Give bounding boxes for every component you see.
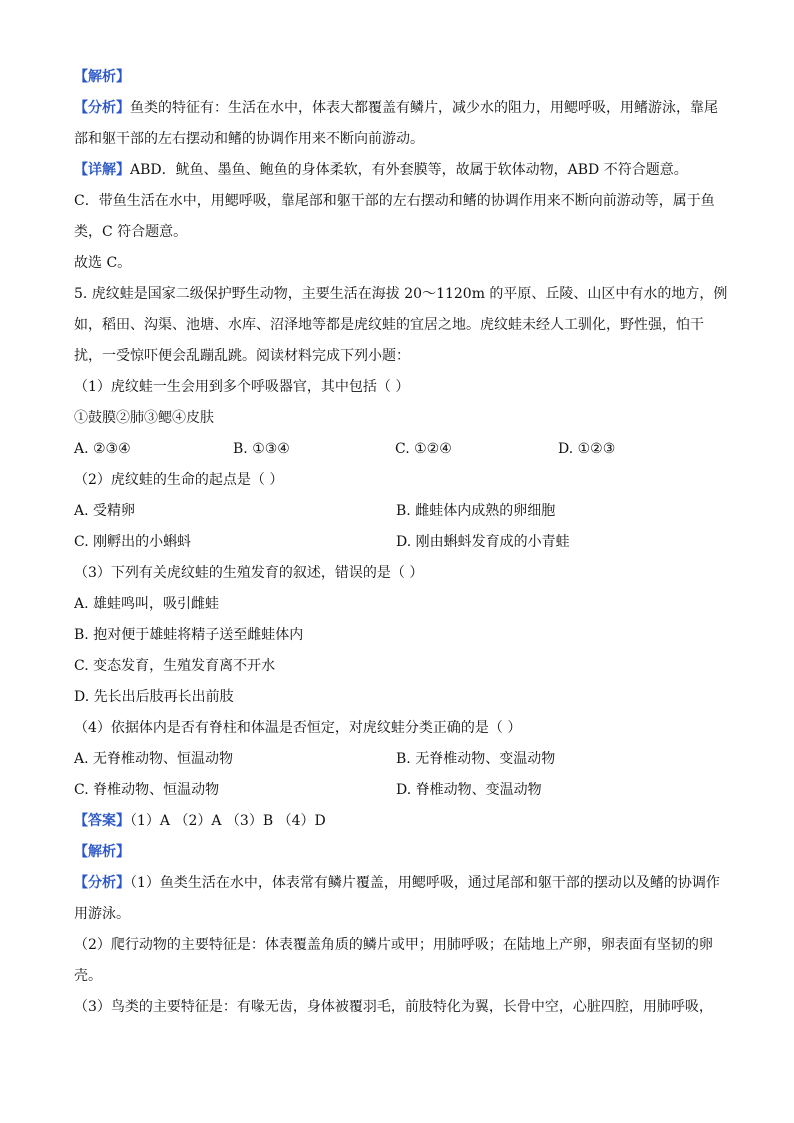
option-d: D. 刚由蝌蚪发育成的小青蛙 [396, 534, 570, 550]
subquestion-1-items: ①鼓膜②肺③鳃④皮肤 [74, 410, 214, 426]
option-a: A. 无脊椎动物、恒温动物 [74, 751, 234, 767]
analysis-paragraph-1 [74, 874, 720, 892]
option-b: B. 无脊椎动物、变温动物 [396, 751, 556, 767]
answer-tag: 【答案】 [74, 813, 130, 829]
paragraph-text: （1）鱼类生活在水中，体表常有鳞片覆盖，用鳃呼吸，通过尾部和躯干部的摆动以及鳍的协调作 [130, 875, 720, 891]
paragraph-text: 鱼类的特征有：生活在水中，体表大都覆盖有鳞片，减少水的阻力，用鳃呼吸，用鳍游泳，靠尾 [130, 100, 718, 116]
analysis-tag: 【分析】 [74, 100, 130, 116]
option-a: A. 受精卵 [74, 503, 136, 519]
subquestion-4-stem: （4）依据体内是否有脊柱和体温是否恒定，对虎纹蛙分类正确的是（ ） [74, 720, 522, 736]
subquestion-3-stem: （3）下列有关虎纹蛙的生殖发育的叙述，错误的是（ ） [74, 565, 424, 581]
option-d: D. ①②③ [558, 441, 616, 457]
paragraph-line: C．带鱼生活在水中，用鳃呼吸，靠尾部和躯干部的左右摆动和鳍的协调作用来不断向前游动等，属于鱼 [74, 193, 715, 209]
question-5-line-2: 如，稻田、沟渠、池塘、水库、沼泽地等都是虎纹蛙的宜居之地。虎纹蛙未经人工驯化，野性强，怕干 [74, 317, 704, 333]
analysis-tag: 【分析】 [74, 875, 130, 891]
analysis-header: 【解析】 [74, 69, 130, 85]
option-b: B. 抱对便于雄蛙将精子送至雌蛙体内 [74, 627, 304, 643]
option-d: D. 脊椎动物、变温动物 [396, 782, 542, 798]
paragraph-line: （2）爬行动物的主要特征是：体表覆盖角质的鳞片或甲；用肺呼吸；在陆地上产卵，卵表面有坚韧的卵 [74, 937, 713, 953]
question-5-line-1: 5. 虎纹蛙是国家二级保护野生动物，主要生活在海拔 20～1120m 的平原、丘陵、山区中有水的地方，例 [74, 286, 728, 302]
option-a: A. ②③④ [74, 441, 131, 457]
answer-text: （1）A （2）A （3）B （4）D [130, 813, 326, 829]
paragraph-line: 部和躯干部的左右摆动和鳍的协调作用来不断向前游动。 [74, 131, 424, 147]
conclusion-line: 故选 C。 [74, 255, 132, 271]
analysis-header: 【解析】 [74, 844, 130, 860]
paragraph-analysis-1 [74, 99, 718, 117]
paragraph-line: 类，C 符合题意。 [74, 224, 188, 240]
option-c: C. ①②④ [395, 441, 452, 457]
option-c: C. 脊椎动物、恒温动物 [74, 782, 220, 798]
paragraph-text: ABD．鱿鱼、墨鱼、鲍鱼的身体柔软，有外套膜等，故属于软体动物，ABD 不符合题意。 [130, 162, 688, 178]
option-d: D. 先长出后肢再长出前肢 [74, 689, 234, 705]
option-a: A. 雄蛙鸣叫，吸引雌蛙 [74, 596, 220, 612]
paragraph-line: （3）鸟类的主要特征是：有喙无齿，身体被覆羽毛，前肢特化为翼，长骨中空，心脏四腔，用肺呼吸， [74, 999, 713, 1015]
question-5-line-3: 扰，一受惊吓便会乱蹦乱跳。阅读材料完成下列小题： [74, 348, 410, 364]
paragraph-line: 用游泳。 [74, 906, 130, 922]
paragraph-line: 壳。 [74, 968, 102, 984]
option-b: B. ①③④ [233, 441, 290, 457]
subquestion-2-stem: （2）虎纹蛙的生命的起点是（ ） [74, 472, 284, 488]
option-c: C. 变态发育，生殖发育离不开水 [74, 658, 276, 674]
detail-tag: 【详解】 [74, 162, 130, 178]
subquestion-1-stem: （1）虎纹蛙一生会用到多个呼吸器官，其中包括（ ） [74, 379, 410, 395]
answer-line [74, 812, 326, 830]
paragraph-detail [74, 161, 688, 179]
option-c: C. 刚孵出的小蝌蚪 [74, 534, 192, 550]
option-b: B. 雌蛙体内成熟的卵细胞 [396, 503, 556, 519]
